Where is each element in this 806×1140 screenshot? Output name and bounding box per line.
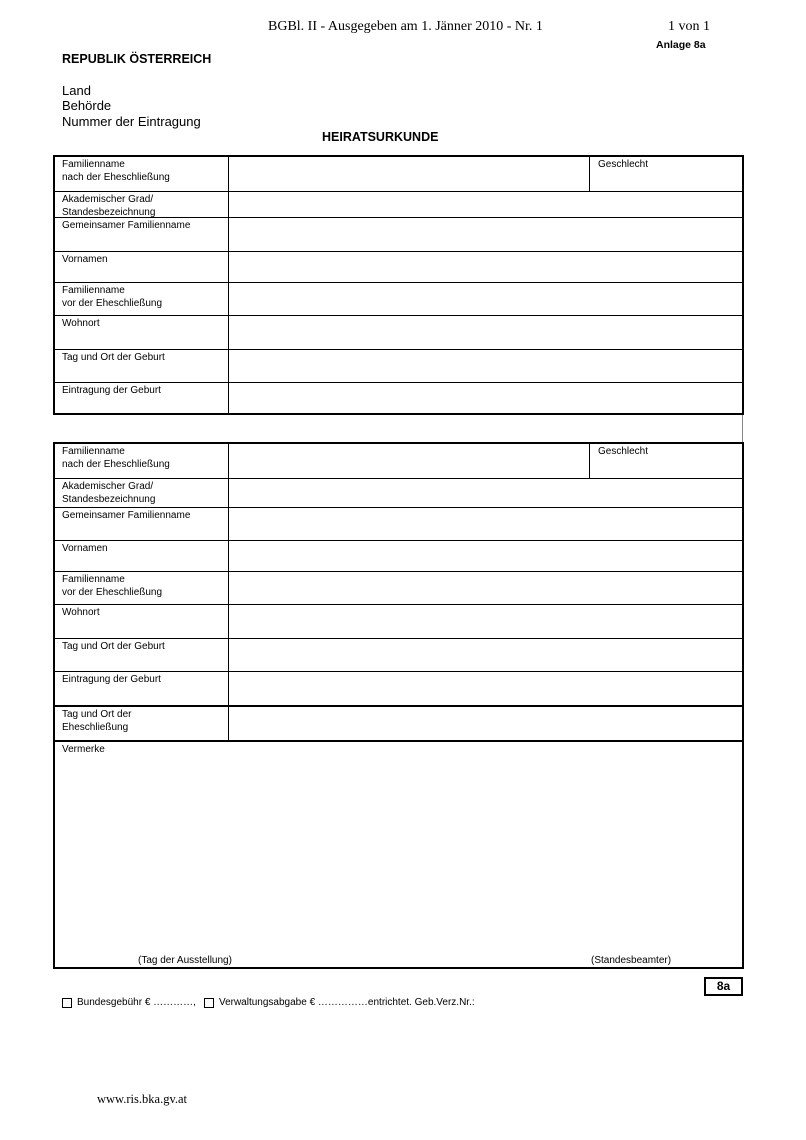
field-label: Tag und Ort der Eheschließung xyxy=(62,709,132,733)
field-residence xyxy=(55,604,742,638)
field-common-surname xyxy=(55,507,742,540)
field-label: Familienname nach der Eheschließung xyxy=(62,446,170,470)
field-label: Wohnort xyxy=(62,318,100,329)
form-code-badge: 8a xyxy=(704,977,743,996)
field-first-names xyxy=(55,540,742,571)
land-label: Land xyxy=(62,83,91,98)
field-birth-date-place xyxy=(55,349,742,382)
document-title: HEIRATSURKUNDE xyxy=(322,130,439,144)
field-surname-after-marriage xyxy=(55,444,742,478)
field-surname-before-marriage xyxy=(55,571,742,604)
field-label: Akademischer Grad/ Standesbezeichnung xyxy=(62,194,156,218)
field-label: Tag und Ort der Geburt xyxy=(62,352,165,363)
footer-url: www.ris.bka.gv.at xyxy=(97,1092,188,1106)
admin-fee-label: Verwaltungsabgabe € ……………entrichtet. Geb.Verz.Nr.: xyxy=(218,997,475,1008)
field-surname-before-marriage xyxy=(55,282,742,315)
field-birth-registration xyxy=(55,382,742,413)
registrar-label: (Standesbeamter) xyxy=(591,955,672,966)
field-first-names xyxy=(55,251,742,282)
field-birth-registration xyxy=(55,671,742,705)
field-common-surname xyxy=(55,217,742,251)
field-label: Vornamen xyxy=(62,254,108,265)
field-surname-after-marriage xyxy=(55,157,742,191)
field-birth-date-place xyxy=(55,638,742,671)
field-academic-degree xyxy=(55,191,742,217)
person-2-section xyxy=(53,442,744,969)
authority-label: Behörde xyxy=(62,98,112,113)
field-label: Familienname nach der Eheschließung xyxy=(62,159,170,183)
person-1-section xyxy=(53,155,744,415)
field-label: Gemeinsamer Familienname xyxy=(62,510,191,521)
issue-date-label: (Tag der Ausstellung) xyxy=(138,955,232,966)
state-name: REPUBLIK ÖSTERREICH xyxy=(62,52,212,66)
federal-fee-checkbox[interactable] xyxy=(62,998,72,1008)
field-label: Wohnort xyxy=(62,607,100,618)
field-marriage-date-place xyxy=(55,705,742,740)
admin-fee-checkbox[interactable] xyxy=(204,998,214,1008)
federal-fee-label: Bundesgebühr € …………, xyxy=(77,997,196,1008)
annex-label: Anlage 8a xyxy=(656,39,706,51)
margin-line xyxy=(742,415,743,443)
field-academic-degree xyxy=(55,478,742,507)
field-label: Eintragung der Geburt xyxy=(62,385,161,396)
remarks-box xyxy=(55,740,742,967)
sex-label: Geschlecht xyxy=(598,159,649,170)
field-label: Gemeinsamer Familienname xyxy=(62,220,191,231)
entry-number-label: Nummer der Eintragung xyxy=(62,114,201,129)
page-indicator: 1 von 1 xyxy=(668,19,710,34)
field-label: Familienname vor der Eheschließung xyxy=(62,574,163,598)
fee-line xyxy=(62,997,475,1008)
field-label: Familienname vor der Eheschließung xyxy=(62,285,163,309)
remarks-label: Vermerke xyxy=(62,744,105,755)
field-label: Vornamen xyxy=(62,543,108,554)
field-residence xyxy=(55,315,742,349)
sex-label: Geschlecht xyxy=(598,446,649,457)
field-label: Tag und Ort der Geburt xyxy=(62,641,165,652)
field-label: Akademischer Grad/ Standesbezeichnung xyxy=(62,481,156,505)
publication-header: BGBl. II - Ausgegeben am 1. Jänner 2010 - Nr. 1 xyxy=(268,19,543,34)
field-label: Eintragung der Geburt xyxy=(62,674,161,685)
